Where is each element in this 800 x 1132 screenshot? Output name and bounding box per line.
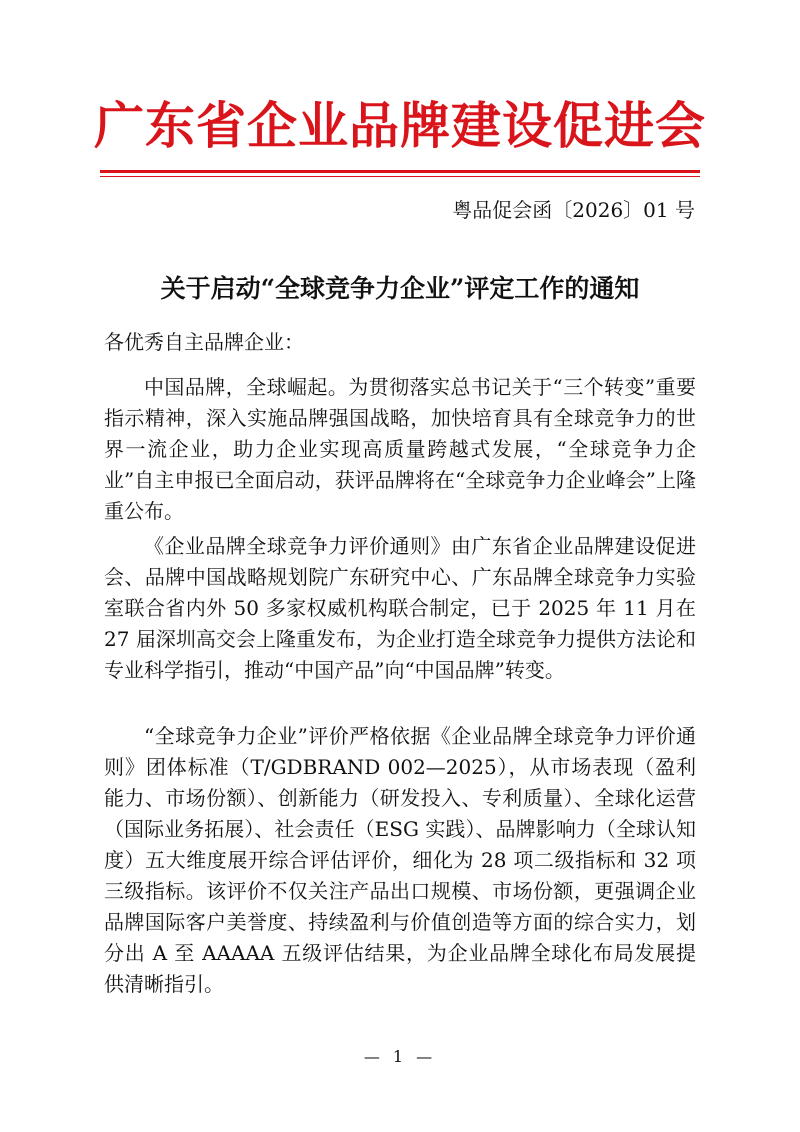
document-number: 粤品促会函〔2026〕01 号 <box>452 198 695 222</box>
letterhead-red-rule-thick <box>100 170 700 173</box>
letterhead-org-name: 广东省企业品牌建设促进会 <box>94 96 706 155</box>
body-paragraph-1: 中国品牌，全球崛起。为贯彻落实总书记关于“三个转变”重要指示精神，深入实施品牌强国战略，加快培育具有全球竞争力的世界一流企业，助力企业实现高质量跨越式发展，“全球竞争力企业”自主申报已全面启动，获评品牌将在“全球竞争力企业峰会”上隆重公布。 <box>104 375 696 523</box>
letterhead-red-rule-thin <box>100 176 700 177</box>
document-title: 关于启动“全球竞争力企业”评定工作的通知 <box>160 274 640 303</box>
salutation: 各优秀自主品牌企业： <box>104 330 304 354</box>
page-number: — 1 — <box>363 1047 437 1066</box>
body-paragraph-3: “全球竞争力企业”评价严格依据《企业品牌全球竞争力评价通则》团体标准（T/GDBRAND 002—2025），从市场表现（盈利能力、市场份额）、创新能力（研发投入、专利质量）、全球化运营（国际业务拓展）、社会责任（ESG 实践）、品牌影响力（全球认知度）五大维度展开综合评估评价，细化为 28 项二级指标和 32 项三级指标。该评价不仅关注产品出口规模、市场份额，更强调企业品牌国际客户美誉度、持续盈利与价值创造等方面的综合实力，划分出 A 至 AAAAA 五级评估结果，为企业品牌全球化布局发展提供清晰指引。 <box>104 724 696 996</box>
body-paragraph-2: 《企业品牌全球竞争力评价通则》由广东省企业品牌建设促进会、品牌中国战略规划院广东研究中心、广东品牌全球竞争力实验室联合省内外 50 多家权威机构联合制定，已于 2025 年 11 月在 27 届深圳高交会上隆重发布，为企业打造全球竞争力提供方法论和专业科学指引，推动“中国产品”向“中国品牌”转变。 <box>104 534 696 682</box>
